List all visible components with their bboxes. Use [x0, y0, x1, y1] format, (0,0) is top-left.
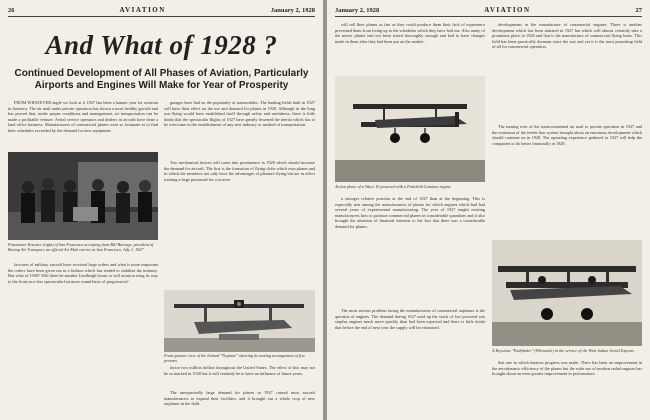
keystone-pathfinder-photo	[492, 240, 642, 346]
right-col2-text	[492, 22, 642, 122]
right-col1-paragraph: will sell their planes as fast as they could produce them their lack of experience prevented them from living up to the schedules which they have laid out. Also many of the newer planes had not been tested thoroughly enough and had to have changes made in them after they had been put on the market.	[335, 22, 485, 44]
left-col2-text-3	[164, 365, 315, 389]
keystone-photo-caption: A Keystone "Pathfinder" (Whiteside) in the service of the West Indian Aerial Express	[492, 348, 634, 353]
left-col2-text-4	[164, 390, 315, 416]
left-col2-paragraph-2: Two mechanical factors will come into prominence in 1928 which should increase the demand for aircraft. The first is the formation of flying clubs which own planes and in which the members not only have the advantages of pleasure flying but are in effect training a large personnel for a reserve.	[164, 160, 315, 182]
right-col2-text-2	[492, 124, 642, 236]
left-col1-paragraph-2: factories of military aircraft have received large orders and what is more important the orders have been given out in a fashion which has tended to stabilize the industry. But what of 1928? Will there be another Lindbergh boom or will aviation wing its way to the front on a less spectacular but more sound basis of progression?	[8, 262, 158, 284]
left-col2-paragraph-3: factor two million dollars throughout the United States. The effect of this may not be so marked in 1928 but it will certainly be to have an influence of future years.	[164, 365, 315, 376]
right-col1-text-3	[335, 308, 485, 416]
right-running-head	[335, 5, 642, 15]
subhead-line-2: Airports and Engines Will Make for Year of Prosperity	[34, 80, 289, 91]
airmail-ceremony-photo	[8, 152, 158, 240]
neptune-amphibian-photo	[164, 290, 315, 352]
left-col2-text	[164, 100, 315, 158]
left-col1-text-2	[8, 262, 158, 416]
subhead-line-1: Continued Development of All Phases of Aviation, Particularly	[14, 68, 309, 79]
right-col2-paragraph-2: The turning over of the transcontinental air mail to private operation in 1927 and the extension of the feeder line system brought about an enormous development which should continue on in 1928. The operating experience gathered in 1927 will help the companies to do better financially in 1928.	[492, 124, 642, 146]
left-col1-text	[8, 100, 158, 150]
right-col2-text-3	[492, 360, 642, 416]
left-col1-paragraph: FROM WHATEVER angle we look at it 1927 has been a banner year for aviation in America. The air mail under private operation has shown a most healthy growth and has proved that, under proper conditions and management, air transportation can be made a profitable venture. Aerial service operators and dealers in aircraft have done a land office business. Manufacturers of commercial planes were so fortunate as to find their schedules exceeded by the demand for new equipment.	[8, 100, 158, 133]
article-subhead	[8, 68, 315, 92]
left-col2-paragraph: garages have had on the popularity of automobiles. The landing fields built in 1927 will have their effect on the use and demand for planes in 1928. Although in the long run flying would have established itself through safety and usefulness, there is little doubt that the spectacular flights of 1927 have greatly lessened the inertia which has to be overcome in the establishment of any new industry or method of transportation.	[164, 100, 315, 128]
left-date: January 2, 1928	[270, 6, 315, 14]
left-page-number: 26	[8, 6, 15, 14]
left-col2-paragraph-4: The unexpectedly large demand for planes in 1927 caused most aircraft manufacturers to expand their facilities, and it brought out a whole crop of new airplanes in the field.	[164, 390, 315, 407]
left-header-rule	[8, 16, 315, 17]
right-col1-text-2	[335, 196, 485, 306]
left-running-title: AVIATION	[119, 6, 166, 14]
left-page	[0, 0, 323, 420]
right-header-rule	[335, 16, 642, 17]
left-col2-text-2	[164, 160, 315, 288]
right-col2-paragraph: developments in the manufacture of commercial engines. There is another development which has been initiated in 1927 but which will almost certainly take a prominent place in 1928 and that is the manufacture of commercial flying boats. This field has been practically dormant since the war and yet it is the most promising field of all for commercial operation.	[492, 22, 642, 50]
right-col1-text	[335, 22, 485, 72]
waco-10-photo	[335, 76, 485, 182]
right-col1-paragraph-2: a stronger relative position at the end of 1927 than at the beginning. This is especially true among the manufacturers of planes for which engines which had had several years of experimental manufacturing. The year of 1927 taught existing manufacturers how to produce commercial planes in considerable quantities and it also brought the attention of financial interests to the fact that there was a considerable demand for planes.	[335, 196, 485, 229]
left-running-head	[8, 5, 315, 15]
article-headline: And What of 1928 ?	[45, 30, 278, 60]
neptune-photo-caption: Front quarter view of the Ireland "Neptune" showing its seating arrangement of five persons	[164, 353, 306, 364]
waco-photo-caption: Action photo of a Waco 10 powered with a Fairchild Caminez engine	[335, 184, 451, 189]
right-page	[327, 0, 650, 420]
right-col1-paragraph-3: The most serious problem facing the manufacturers of commercial airplanes is the question of engines. The demand during 1927 used up the stock of low powered war surplus engines much more quickly than had been expected and there is little doubt that before the end of next year the supply will be exhausted.	[335, 308, 485, 330]
right-date: January 2, 1928	[335, 6, 380, 14]
right-col2-paragraph-3: that one in which theatres progress was made. There has been an improvement in the aerodynamic efficiency of the planes but the wide use of modern radial engines has brought about an even greater improvement in performance.	[492, 360, 642, 377]
right-page-number: 27	[635, 6, 642, 14]
right-running-title: AVIATION	[484, 6, 531, 14]
airmail-photo-caption: Postmaster Rossiter (right) of San Francisco accepting from Bill Burrage, president of Boeing Air Transport, an official Air Mail carrier at San Francisco, July 1, 1927	[8, 242, 154, 253]
